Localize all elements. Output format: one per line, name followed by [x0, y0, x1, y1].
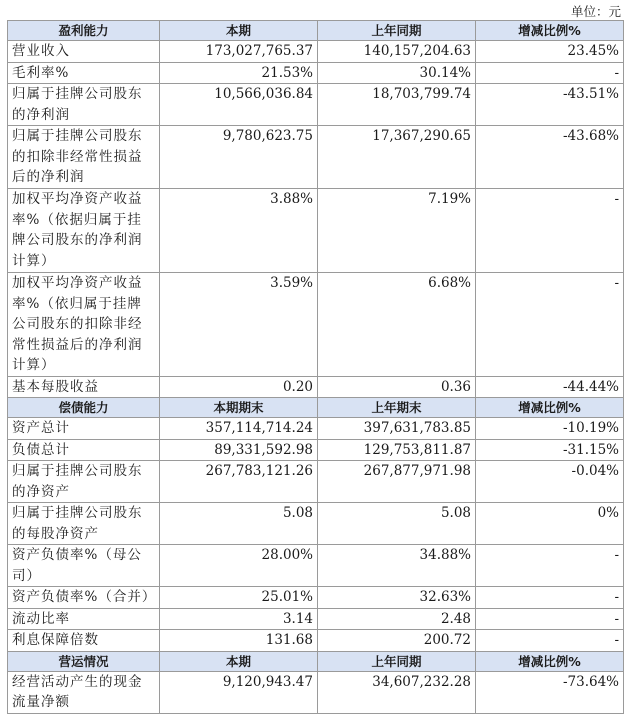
row-label: 归属于挂牌公司股东的净资产	[8, 461, 160, 503]
row-label: 经营活动产生的现金流量净额	[8, 671, 160, 713]
table-row	[8, 84, 624, 126]
current-value: 9,780,623.75	[160, 126, 318, 189]
prior-value: 5.08	[318, 503, 476, 545]
table-row	[8, 671, 624, 713]
change-ratio: 0%	[476, 503, 624, 545]
row-label: 基本每股收益	[8, 376, 160, 398]
table-row	[8, 608, 624, 630]
current-value: 0.20	[160, 376, 318, 398]
current-value: 10,566,036.84	[160, 84, 318, 126]
prior-value: 18,703,799.74	[318, 84, 476, 126]
change-ratio: -	[476, 587, 624, 609]
header-cell: 营运情况	[8, 651, 160, 671]
prior-value: 200.72	[318, 630, 476, 652]
header-cell: 偿债能力	[8, 398, 160, 418]
change-ratio: -43.51%	[476, 84, 624, 126]
header-cell: 本期	[160, 651, 318, 671]
change-ratio: -0.04%	[476, 461, 624, 503]
change-ratio: -	[476, 630, 624, 652]
table-row	[8, 461, 624, 503]
row-label: 营业收入	[8, 41, 160, 63]
table-row	[8, 439, 624, 461]
prior-value: 34.88%	[318, 545, 476, 587]
row-label: 归属于挂牌公司股东的扣除非经常性损益后的净利润	[8, 126, 160, 189]
table-row	[8, 41, 624, 63]
prior-value: 6.68%	[318, 273, 476, 377]
current-value: 9,120,943.47	[160, 671, 318, 713]
current-value: 3.59%	[160, 273, 318, 377]
current-value: 267,783,121.26	[160, 461, 318, 503]
change-ratio: -	[476, 189, 624, 273]
table-row	[8, 126, 624, 189]
section-header-operations	[8, 651, 624, 671]
row-label: 加权平均净资产收益率%（依据归属于挂牌公司股东的净利润计算）	[8, 189, 160, 273]
prior-value: 30.14%	[318, 62, 476, 84]
header-cell: 上年期末	[318, 398, 476, 418]
table-row	[8, 376, 624, 398]
current-value: 357,114,714.24	[160, 418, 318, 440]
prior-value: 267,877,971.98	[318, 461, 476, 503]
current-value: 3.14	[160, 608, 318, 630]
current-value: 89,331,592.98	[160, 439, 318, 461]
change-ratio: -	[476, 62, 624, 84]
header-cell: 上年同期	[318, 21, 476, 41]
header-cell: 盈利能力	[8, 21, 160, 41]
table-row	[8, 587, 624, 609]
prior-value: 7.19%	[318, 189, 476, 273]
header-cell: 本期	[160, 21, 318, 41]
header-cell: 本期期末	[160, 398, 318, 418]
change-ratio: -10.19%	[476, 418, 624, 440]
row-label: 资产负债率%（合并）	[8, 587, 160, 609]
header-cell: 上年同期	[318, 651, 476, 671]
row-label: 归属于挂牌公司股东的每股净资产	[8, 503, 160, 545]
current-value: 28.00%	[160, 545, 318, 587]
financial-indicators-table	[7, 20, 624, 714]
current-value: 173,027,765.37	[160, 41, 318, 63]
header-cell: 增减比例%	[476, 398, 624, 418]
prior-value: 32.63%	[318, 587, 476, 609]
current-value: 3.88%	[160, 189, 318, 273]
prior-value: 17,367,290.65	[318, 126, 476, 189]
table-row	[8, 62, 624, 84]
row-label: 利息保障倍数	[8, 630, 160, 652]
row-label: 归属于挂牌公司股东的净利润	[8, 84, 160, 126]
table-row	[8, 630, 624, 652]
change-ratio: -31.15%	[476, 439, 624, 461]
row-label: 负债总计	[8, 439, 160, 461]
change-ratio: -73.64%	[476, 671, 624, 713]
change-ratio: -	[476, 273, 624, 377]
header-cell: 增减比例%	[476, 21, 624, 41]
section-header-profitability	[8, 21, 624, 41]
row-label: 流动比率	[8, 608, 160, 630]
row-label: 毛利率%	[8, 62, 160, 84]
row-label: 资产负债率%（母公司）	[8, 545, 160, 587]
current-value: 131.68	[160, 630, 318, 652]
prior-value: 2.48	[318, 608, 476, 630]
prior-value: 397,631,783.85	[318, 418, 476, 440]
change-ratio: -44.44%	[476, 376, 624, 398]
row-label: 资产总计	[8, 418, 160, 440]
prior-value: 140,157,204.63	[318, 41, 476, 63]
prior-value: 0.36	[318, 376, 476, 398]
prior-value: 129,753,811.87	[318, 439, 476, 461]
table-row	[8, 273, 624, 377]
change-ratio: -43.68%	[476, 126, 624, 189]
table-row	[8, 418, 624, 440]
table-row	[8, 503, 624, 545]
change-ratio: -	[476, 545, 624, 587]
row-label: 加权平均净资产收益率%（依归属于挂牌公司股东的扣除非经常性损益后的净利润计算）	[8, 273, 160, 377]
current-value: 5.08	[160, 503, 318, 545]
header-cell: 增减比例%	[476, 651, 624, 671]
table-row	[8, 189, 624, 273]
current-value: 25.01%	[160, 587, 318, 609]
table-row	[8, 545, 624, 587]
prior-value: 34,607,232.28	[318, 671, 476, 713]
change-ratio: -	[476, 608, 624, 630]
unit-label: 单位：元	[570, 4, 621, 19]
change-ratio: 23.45%	[476, 41, 624, 63]
current-value: 21.53%	[160, 62, 318, 84]
section-header-solvency	[8, 398, 624, 418]
